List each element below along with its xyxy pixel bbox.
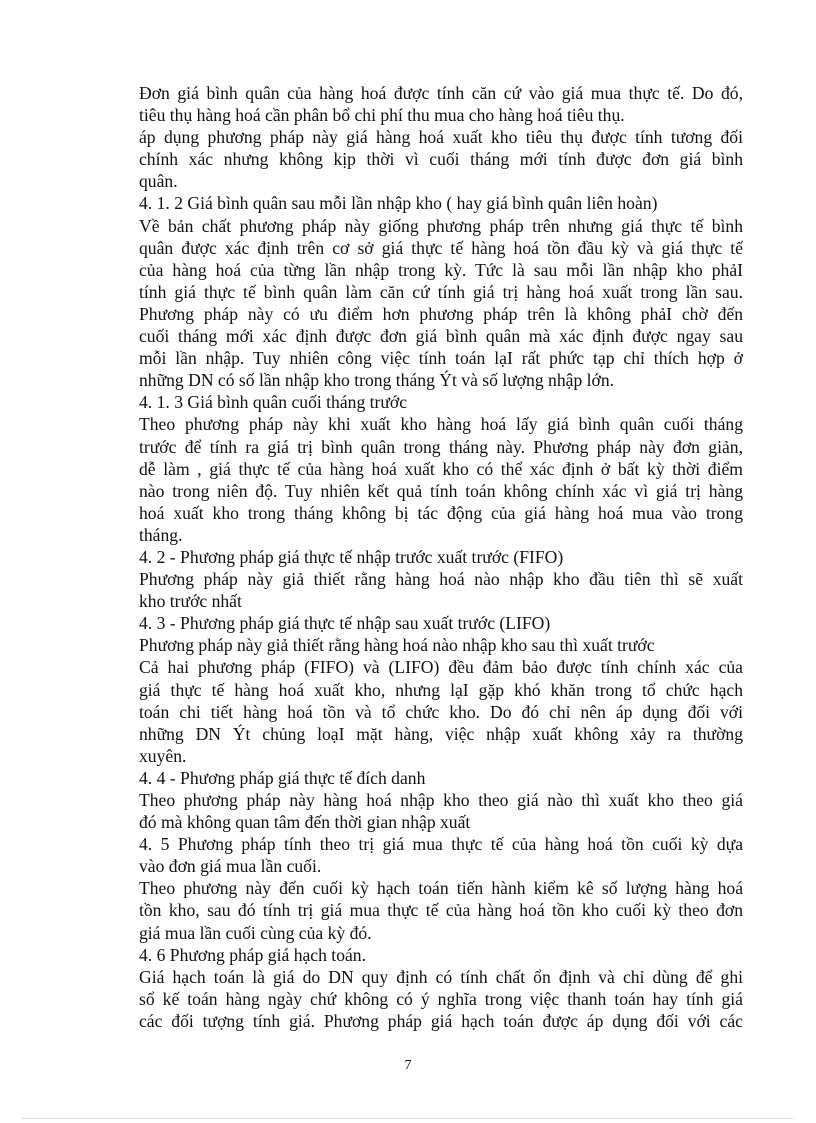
- text-line: tiêu thụ hàng hoá cần phân bổ chi phí thu mua cho hàng hoá tiêu thụ.: [139, 105, 625, 126]
- text-line: tồn kho, sau đó tính trị giá mua thực tế của hàng hoá tồn kho cuối kỳ theo đơn: [139, 900, 743, 921]
- text-line: Phương pháp này giả thiết rằng hàng hoá nào nhập kho sau thì xuất trước: [139, 635, 655, 656]
- section-heading: 4. 5 Phương pháp tính theo trị giá mua thực tế của hàng hoá tồn cuối kỳ dựa: [139, 834, 743, 855]
- text-line: nào trong niên độ. Tuy nhiên kết quả tính toán không chính xác vì giá trị hàng: [139, 480, 743, 501]
- text-line: mỗi lần nhập. Tuy nhiên công việc tính toán lạI rất phức tạp chỉ thích hợp ở: [139, 348, 743, 369]
- text-line: áp dụng phương pháp này giá hàng hoá xuất kho tiêu thụ được tính tương đối: [139, 127, 743, 148]
- section-heading: vào đơn giá mua lần cuối.: [139, 856, 322, 877]
- section-heading: 4. 3 - Phương pháp giá thực tế nhập sau xuất trước (LIFO): [139, 613, 551, 634]
- text-line: Phương pháp này giả thiết rằng hàng hoá nào nhập kho đầu tiên thì sẽ xuất: [139, 569, 743, 590]
- text-line: cuối tháng mới xác định được đơn giá bình quân mà xác định được ngay sau: [139, 326, 743, 347]
- section-heading: 4. 1. 3 Giá bình quân cuối tháng trước: [139, 392, 408, 413]
- text-line: Theo phương pháp này khi xuất kho hàng hoá lấy giá bình quân cuối tháng: [139, 414, 743, 435]
- text-line: tính giá thực tế bình quân làm căn cứ tính giá trị hàng hoá xuất trong lần sau.: [139, 281, 743, 302]
- text-line: hoá xuất kho trong tháng không bị tác động của giá hàng hoá mua vào trong: [139, 502, 743, 523]
- text-line: quân.: [139, 171, 178, 192]
- text-line: tháng.: [139, 524, 183, 545]
- text-line: chính xác nhưng không kịp thời vì cuối tháng mới tính được đơn giá bình: [139, 149, 743, 170]
- text-line: giá mua lần cuối cùng của kỳ đó.: [139, 922, 372, 943]
- text-line: Theo phương pháp này hàng hoá nhập kho theo giá nào thì xuất kho theo giá: [139, 790, 743, 810]
- section-heading: 4. 4 - Phương pháp giá thực tế đích danh: [139, 767, 426, 788]
- text-line: những DN có số lần nhập kho trong tháng Ýt và số lượng nhập lớn.: [139, 370, 615, 391]
- text-line: sổ kế toán hàng ngày chứ không có ý nghĩa trong việc thanh toán hay tính giá: [139, 988, 743, 1009]
- document-body: [139, 82, 743, 1032]
- text-line: Cả hai phương pháp (FIFO) và (LIFO) đều đảm bảo được tính chính xác của: [139, 657, 743, 678]
- page-bottom-divider: [22, 1118, 794, 1119]
- text-line: của hàng hoá của từng lần nhập trong kỳ. Tức là sau mỗi lần nhập kho phảI: [139, 259, 743, 280]
- text-line: Đơn giá bình quân của hàng hoá được tính căn cứ vào giá mua thực tế. Do đó,: [139, 83, 743, 103]
- text-line: Theo phương này đến cuối kỳ hạch toán tiến hành kiểm kê số lượng hàng hoá: [139, 878, 743, 899]
- section-heading: 4. 1. 2 Giá bình quân sau mỗi lần nhập kho ( hay giá bình quân liên hoàn): [139, 193, 658, 214]
- text-line: đó mà không quan tâm đến thời gian nhập xuất: [139, 812, 471, 833]
- text-line: dễ làm , giá thực tế của hàng hoá xuất kho có thể xác định ở bất kỳ thời điểm: [139, 458, 743, 479]
- text-line: giá thực tế hàng hoá xuất kho, nhưng lạI gặp khó khăn trong tổ chức hạch: [139, 679, 743, 700]
- section-heading: 4. 2 - Phương pháp giá thực tế nhập trước xuất trước (FIFO): [139, 546, 564, 567]
- text-line: trước để tính ra giá trị bình quân trong tháng này. Phương pháp này đơn giản,: [139, 436, 743, 457]
- text-line: những DN Ýt chủng loạI mặt hàng, việc nhập xuất không xảy ra thường: [139, 723, 743, 744]
- page-number: 7: [404, 1058, 412, 1073]
- text-line: các đối tượng tính giá. Phương pháp giá hạch toán được áp dụng đối với các: [139, 1010, 743, 1031]
- text-line: Giá hạch toán là giá do DN quy định có tính chất ổn định và chỉ dùng để ghi: [139, 966, 743, 987]
- text-line: kho trước nhất: [139, 591, 242, 612]
- text-line: xuyên.: [139, 745, 187, 766]
- text-line: quân được xác định trên cơ sở giá thực tế hàng hoá tồn đầu kỳ và giá thực tế: [139, 237, 743, 258]
- section-heading: 4. 6 Phương pháp giá hạch toán.: [139, 944, 366, 965]
- text-line: toán chi tiết hàng hoá tồn và tổ chức kho. Do đó chỉ nên áp dụng đối với: [139, 701, 743, 722]
- text-line: Phương pháp này có ưu điểm hơn phương pháp trên là không phảI chờ đến: [139, 303, 743, 324]
- text-line: Về bản chất phương pháp này giống phương pháp trên nhưng giá thực tế bình: [139, 215, 743, 236]
